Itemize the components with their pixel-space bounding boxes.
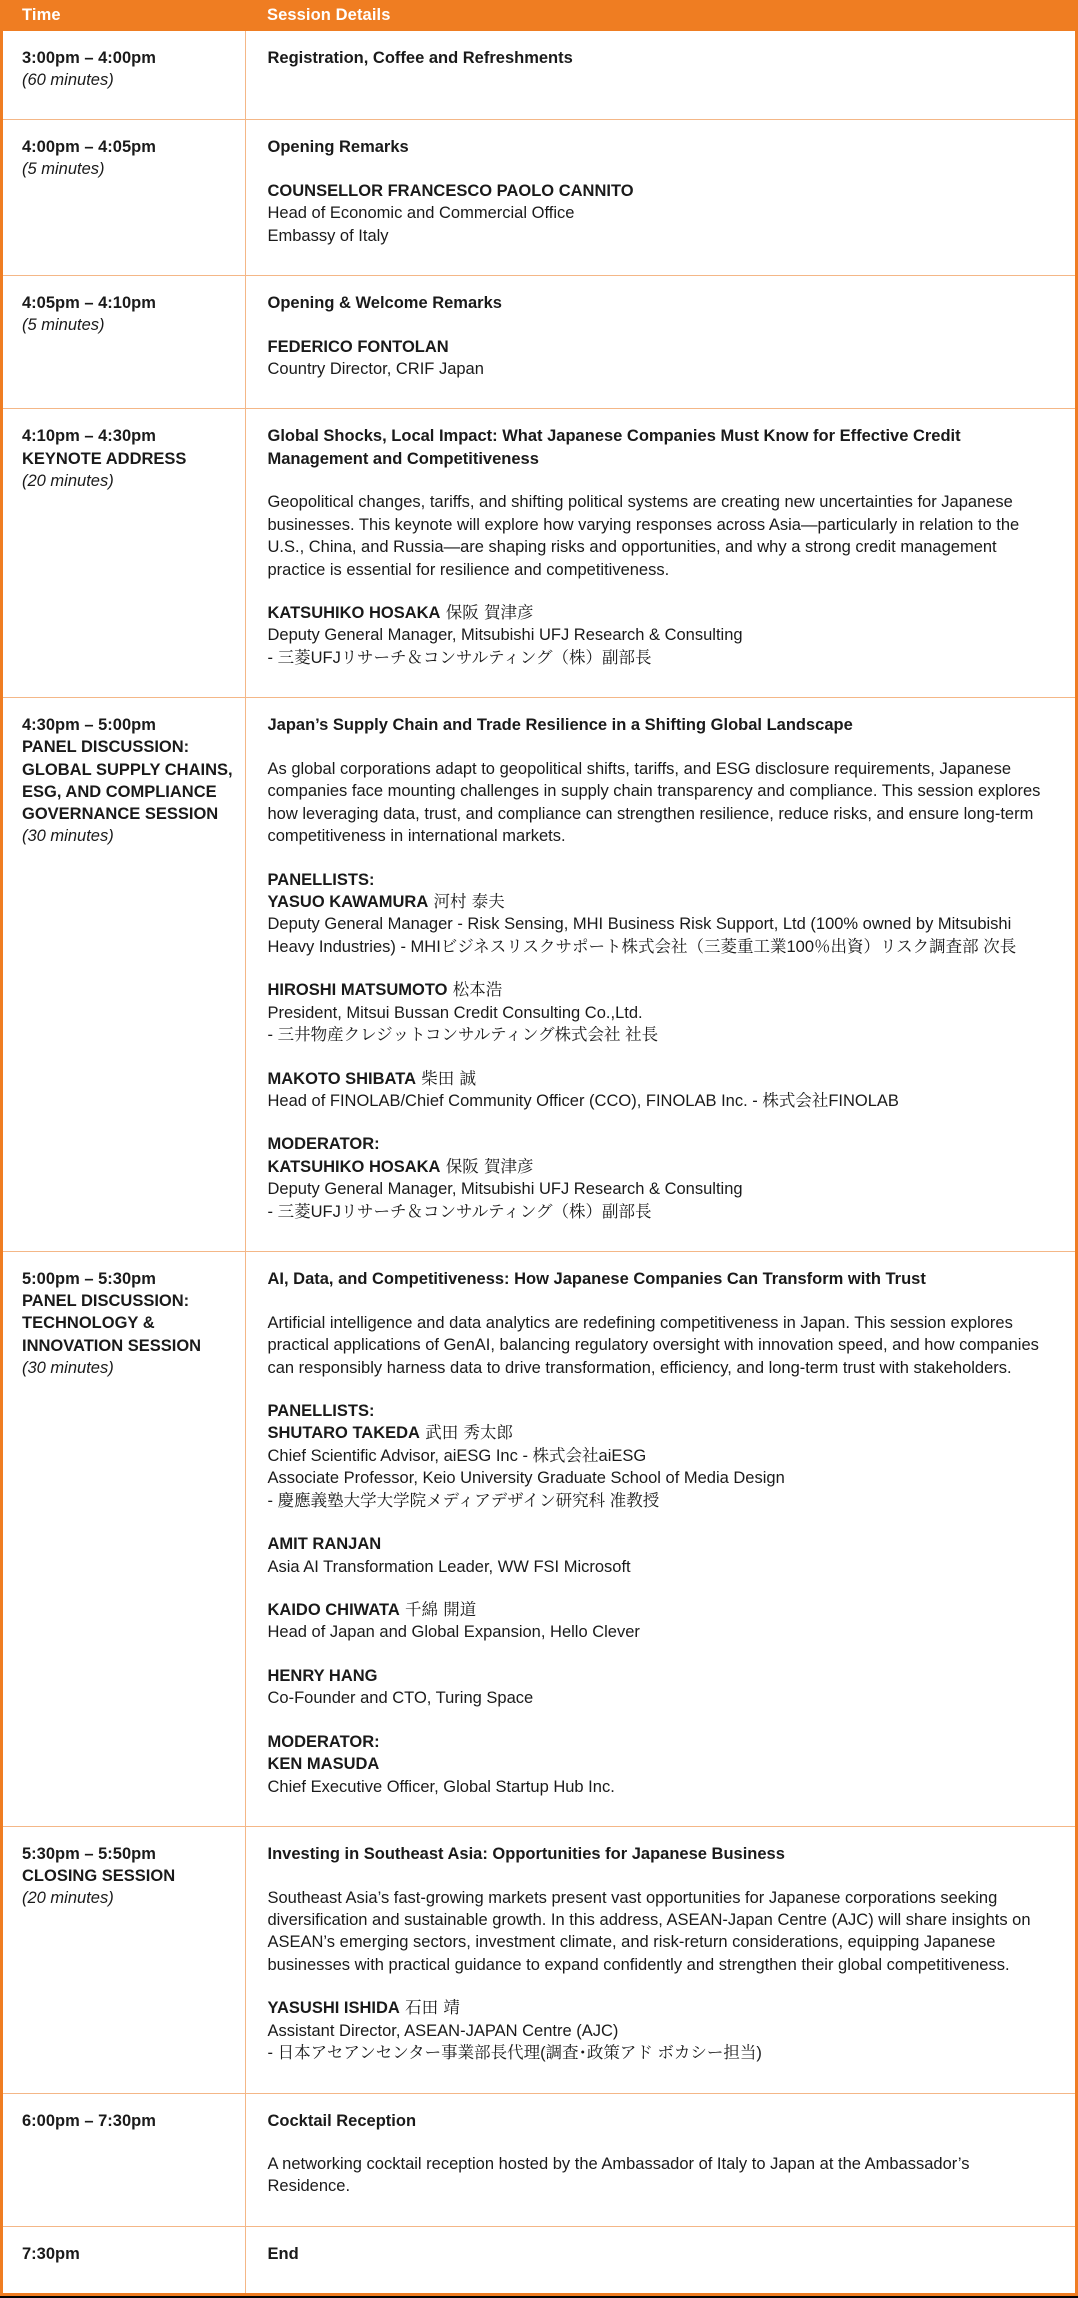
speaker-affiliation: Assistant Director, ASEAN-JAPAN Centre (AJC) (267, 2021, 619, 2040)
speaker-name-en: MAKOTO SHIBATA (267, 1069, 416, 1088)
table-header (0, 0, 1078, 31)
speaker-affiliation: Deputy General Manager, Mitsubishi UFJ Research & Consulting (267, 1180, 743, 1199)
speaker-name-jp: 石田 靖 (399, 1998, 460, 2018)
session-title: Global Shocks, Local Impact: What Japanese Companies Must Know for Effective Credit Management and Competitiveness (267, 427, 961, 468)
speaker-name-jp: 松本浩 (447, 980, 503, 1000)
session-details-cell (245, 1252, 1078, 1827)
speaker-name-en: YASUSHI ISHIDA (267, 1999, 400, 2018)
agenda-row (0, 120, 1078, 276)
session-duration: (20 minutes) (22, 1889, 114, 1908)
speaker-role-label: PANELLISTS: (267, 870, 375, 889)
column-header-session-details: Session Details (245, 0, 1078, 31)
session-time: 4:10pm – 4:30pm (22, 427, 156, 446)
speaker-name-en: HENRY HANG (267, 1666, 378, 1685)
agenda-row (0, 698, 1078, 1252)
speaker-affiliation: Head of Japan and Global Expansion, Hello Clever (267, 1623, 640, 1642)
session-details-cell (245, 409, 1078, 698)
header-row (0, 0, 1078, 31)
session-time: 4:30pm – 5:00pm (22, 716, 156, 735)
speaker-block (268, 1533, 1057, 1578)
speaker-name (268, 1068, 1057, 1090)
speaker-name (268, 979, 1057, 1001)
agenda-row (0, 2226, 1078, 2293)
time-cell (0, 31, 245, 120)
session-title: Japan’s Supply Chain and Trade Resilience in a Shifting Global Landscape (267, 716, 853, 735)
session-details-cell (245, 698, 1078, 1252)
speaker-affiliation: Head of Economic and Commercial Office (267, 204, 575, 223)
session-duration: (60 minutes) (22, 71, 114, 90)
session-time: 5:00pm – 5:30pm (22, 1270, 156, 1289)
session-details-cell (245, 276, 1078, 409)
speaker-name (268, 1599, 1057, 1621)
time-cell (0, 698, 245, 1252)
speaker-affiliation: Chief Scientific Advisor, aiESG Inc - 株式会社aiESG (267, 1446, 647, 1465)
speaker-affiliation: Co-Founder and CTO, Turing Space (267, 1689, 534, 1708)
session-duration: (30 minutes) (22, 1358, 114, 1377)
session-description: Geopolitical changes, tariffs, and shifting political systems are creating new uncertainties for Japanese businesses. This keynote will explore how varying responses across Asia—particularly in relation to the U.S., China, and Russia—are shaping risks and opportunities, and why a strong credit management practice is essential for resilience and competitiveness. (267, 493, 1020, 579)
speaker-name (268, 180, 1057, 202)
speaker-name (268, 602, 1057, 624)
speaker-affiliation: - 三井物産クレジットコンサルティング株式会社 社長 (267, 1026, 659, 1045)
session-duration: (20 minutes) (22, 471, 114, 490)
speaker-name (268, 336, 1057, 358)
speaker-role-label: PANELLISTS: (267, 1401, 375, 1420)
speaker-affiliation: Chief Executive Officer, Global Startup Hub Inc. (267, 1777, 615, 1796)
time-cell (0, 2093, 245, 2226)
speaker-name-en: COUNSELLOR FRANCESCO PAOLO CANNITO (267, 181, 634, 200)
speaker-block (268, 180, 1057, 247)
speaker-affiliation: Country Director, CRIF Japan (267, 359, 484, 378)
speaker-block (268, 1400, 1057, 1512)
session-time: 4:05pm – 4:10pm (22, 294, 156, 313)
speaker-block (268, 1068, 1057, 1113)
speaker-name (268, 1665, 1057, 1687)
speaker-name (268, 1997, 1057, 2019)
session-details-cell (245, 31, 1078, 120)
speaker-affiliation: - 三菱UFJリサーチ＆コンサルティング（株）副部長 (267, 648, 652, 667)
speaker-name-jp: 柴田 誠 (416, 1068, 476, 1088)
speaker-affiliation: Head of FINOLAB/Chief Community Officer (CCO), FINOLAB Inc. - 株式会社FINOLAB (267, 1092, 899, 1111)
session-type-label: PANEL DISCUSSION: GLOBAL SUPPLY CHAINS, ESG, AND COMPLIANCE GOVERNANCE SESSION (22, 738, 233, 823)
speaker-name (268, 1533, 1057, 1555)
table-body (0, 31, 1078, 2293)
agenda-row (0, 2093, 1078, 2226)
agenda-row (0, 276, 1078, 409)
session-title: End (267, 2244, 299, 2263)
session-description: As global corporations adapt to geopolitical shifts, tariffs, and ESG disclosure requirements, Japanese companies face mounting challenges in supply chain transparency and compliance. This session explores how leveraging data, trust, and compliance can strengthen resilience, reduce risks, and ensure long-term competitiveness in international markets. (267, 759, 1041, 846)
speaker-block (268, 1997, 1057, 2064)
speaker-name-en: AMIT RANJAN (267, 1535, 382, 1554)
speaker-block (268, 602, 1057, 669)
speaker-block (268, 1133, 1057, 1223)
session-description: Southeast Asia’s fast-growing markets present vast opportunities for Japanese corporations seeking diversification and sustainable growth. In this address, ASEAN-Japan Centre (AJC) will share insights on ASEAN’s emerging sectors, investment climate, and risk-return considerations, equipping Japanese businesses with practical guidance to expand confidently and strengthen their global competitiveness. (267, 1888, 1031, 1974)
speaker-name-en: KATSUHIKO HOSAKA (267, 604, 441, 623)
speaker-affiliation: Deputy General Manager, Mitsubishi UFJ Research & Consulting (267, 626, 743, 645)
left-border-accent (0, 0, 3, 2296)
time-cell (0, 1252, 245, 1827)
speaker-name-en: KEN MASUDA (267, 1755, 380, 1774)
speaker-name-en: YASUO KAWAMURA (267, 892, 429, 911)
speaker-block (268, 1731, 1057, 1798)
speaker-name-jp: 保阪 賀津彦 (440, 1156, 534, 1176)
speaker-name-jp: 保阪 賀津彦 (440, 603, 534, 623)
session-title: AI, Data, and Competitiveness: How Japanese Companies Can Transform with Trust (267, 1270, 926, 1289)
speaker-affiliation: - 慶應義塾大学大学院メディアデザイン研究科 准教授 (267, 1491, 660, 1510)
session-type-label: PANEL DISCUSSION: TECHNOLOGY & INNOVATION SESSION (22, 1292, 202, 1355)
speaker-block (268, 869, 1057, 959)
session-time: 4:00pm – 4:05pm (22, 138, 156, 157)
speaker-name (268, 891, 1057, 913)
session-title: Investing in Southeast Asia: Opportunities for Japanese Business (267, 1845, 785, 1864)
speaker-affiliation: Embassy of Italy (267, 226, 389, 245)
time-cell (0, 2226, 245, 2293)
speaker-name-en: SHUTARO TAKEDA (267, 1424, 420, 1443)
speaker-name (268, 1422, 1057, 1444)
agenda-row (0, 1827, 1078, 2094)
session-duration: (30 minutes) (22, 826, 114, 845)
speaker-block (268, 1665, 1057, 1710)
session-type-label: CLOSING SESSION (22, 1867, 176, 1886)
session-details-cell (245, 2093, 1078, 2226)
speaker-name-en: HIROSHI MATSUMOTO (267, 981, 448, 1000)
time-cell (0, 409, 245, 698)
speaker-block (268, 336, 1057, 381)
session-title: Registration, Coffee and Refreshments (267, 49, 573, 68)
speaker-role-label: MODERATOR: (267, 1135, 380, 1154)
speaker-affiliation: - 日本アセアンセンター事業部長代理(調査･政策アド ボカシー担当) (267, 2044, 762, 2063)
speaker-role-label: MODERATOR: (267, 1732, 380, 1751)
session-title: Opening & Welcome Remarks (267, 294, 502, 313)
speaker-block (268, 1599, 1057, 1644)
session-details-cell (245, 1827, 1078, 2094)
session-time: 7:30pm (22, 2244, 80, 2263)
session-time: 6:00pm – 7:30pm (22, 2111, 156, 2130)
speaker-name-jp: 千綿 開道 (399, 1600, 477, 1620)
time-cell (0, 276, 245, 409)
session-time: 3:00pm – 4:00pm (22, 49, 156, 68)
session-details-cell (245, 120, 1078, 276)
agenda-row (0, 409, 1078, 698)
session-type-label: KEYNOTE ADDRESS (22, 449, 187, 468)
session-time: 5:30pm – 5:50pm (22, 1845, 156, 1864)
session-duration: (5 minutes) (22, 316, 105, 335)
speaker-affiliation: Deputy General Manager - Risk Sensing, MHI Business Risk Support, Ltd (100% owned by Mitsubishi Heavy Industries) - MHIビジネスリスクサポート株式会社（三菱重工業100％出資）リスク調査部 次長 (267, 915, 1017, 956)
session-details-cell (245, 2226, 1078, 2293)
speaker-affiliation: - 三菱UFJリサーチ＆コンサルティング（株）副部長 (267, 1202, 652, 1221)
speaker-name (268, 1753, 1057, 1775)
session-description: Artificial intelligence and data analytics are redefining competitiveness in Japan. This session explores practical applications of GenAI, balancing regulatory oversight with innovation speed, and how companies can responsibly harness data to drive transformation, efficiency, and long-term trust with stakeholders. (267, 1313, 1039, 1377)
column-header-time: Time (0, 0, 245, 31)
bottom-border-accent (0, 2293, 1078, 2296)
agenda-row (0, 31, 1078, 120)
session-duration: (5 minutes) (22, 160, 105, 179)
speaker-name-en: FEDERICO FONTOLAN (267, 337, 449, 356)
session-description: A networking cocktail reception hosted by the Ambassador of Italy to Japan at the Ambassador’s Residence. (267, 2155, 970, 2196)
speaker-affiliation: Associate Professor, Keio University Graduate School of Media Design (267, 1469, 785, 1488)
speaker-name-jp: 武田 秀太郎 (419, 1423, 513, 1443)
time-cell (0, 120, 245, 276)
speaker-name-en: KAIDO CHIWATA (267, 1601, 400, 1620)
speaker-name-jp: 河村 泰夫 (428, 891, 505, 911)
speaker-name-en: KATSUHIKO HOSAKA (267, 1157, 441, 1176)
speaker-affiliation: Asia AI Transformation Leader, WW FSI Microsoft (267, 1557, 631, 1576)
speaker-affiliation: President, Mitsui Bussan Credit Consulting Co.,Ltd. (267, 1003, 643, 1022)
speaker-name (268, 1156, 1057, 1178)
time-cell (0, 1827, 245, 2094)
agenda-row (0, 1252, 1078, 1827)
session-title: Cocktail Reception (267, 2111, 417, 2130)
speaker-block (268, 979, 1057, 1046)
session-title: Opening Remarks (267, 138, 409, 157)
